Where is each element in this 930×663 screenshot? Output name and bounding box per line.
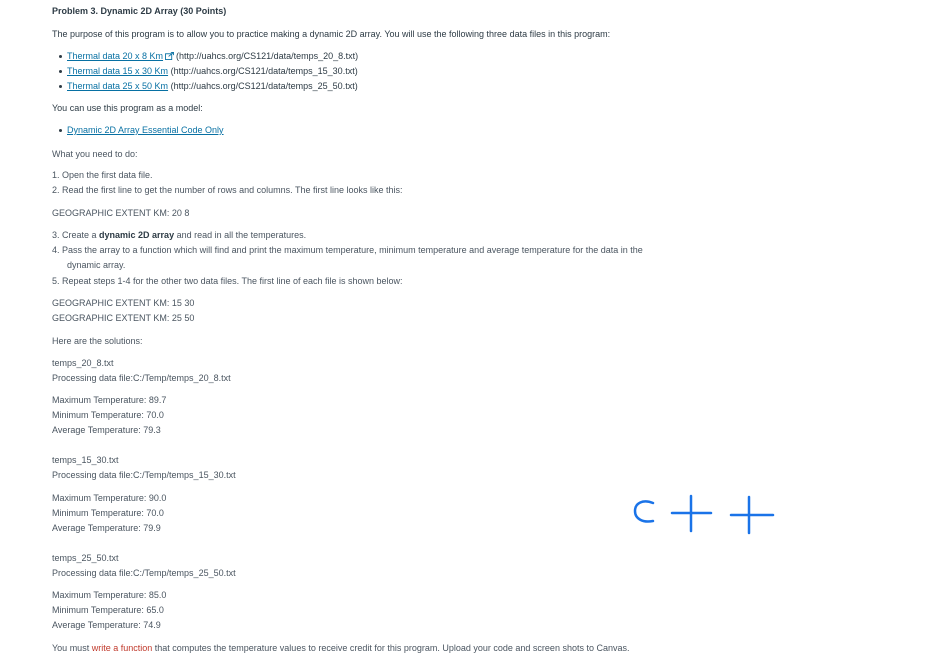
file-url: (http://uahcs.org/CS121/data/temps_25_50.txt) — [170, 81, 358, 91]
solution-avg: Average Temperature: 79.9 — [52, 523, 161, 533]
problem-title: Problem 3. Dynamic 2D Array (30 Points) — [52, 6, 227, 16]
bullet — [59, 129, 62, 132]
step-1: 1. Open the first data file. — [52, 170, 153, 180]
step-3-post: and read in all the temperatures. — [174, 230, 307, 240]
step-3 — [52, 230, 306, 241]
footer-pre: You must — [52, 643, 92, 653]
extent-line-3: GEOGRAPHIC EXTENT KM: 25 50 — [52, 313, 195, 323]
solution-processing: Processing data file:C:/Temp/temps_25_50.txt — [52, 568, 236, 578]
solution-processing: Processing data file:C:/Temp/temps_15_30.txt — [52, 470, 236, 480]
file-link-15x30[interactable]: Thermal data 15 x 30 Km — [67, 66, 169, 76]
solution-max: Maximum Temperature: 89.7 — [52, 395, 167, 405]
solution-min: Minimum Temperature: 70.0 — [52, 508, 164, 518]
step-3-bold: dynamic 2D array — [99, 230, 175, 240]
footer-post: that computes the temperature values to receive credit for this program. Upload your code and screen shots to Canvas. — [152, 643, 630, 653]
solution-max: Maximum Temperature: 90.0 — [52, 493, 167, 503]
solution-max: Maximum Temperature: 85.0 — [52, 590, 167, 600]
bullet — [59, 55, 62, 58]
file-url: (http://uahcs.org/CS121/data/temps_15_30.txt) — [170, 66, 358, 76]
solution-avg: Average Temperature: 74.9 — [52, 620, 161, 630]
solution-file: temps_15_30.txt — [52, 455, 119, 465]
solution-avg: Average Temperature: 79.3 — [52, 425, 161, 435]
file-link-25x50[interactable]: Thermal data 25 x 50 Km — [67, 81, 169, 91]
todo-heading: What you need to do: — [52, 149, 138, 159]
step-4-line-2: dynamic array. — [67, 260, 126, 270]
solution-file: temps_20_8.txt — [52, 358, 114, 368]
bullet — [59, 70, 62, 73]
step-4-line-1: 4. Pass the array to a function which will find and print the maximum temperature, minimum temperature and average temperature for the data in the — [52, 245, 643, 255]
footer-emphasis: write a function — [91, 643, 153, 653]
solution-min: Minimum Temperature: 65.0 — [52, 605, 164, 615]
model-code-link[interactable]: Dynamic 2D Array Essential Code Only — [67, 125, 224, 135]
external-link-icon — [165, 52, 174, 60]
step-3-pre: 3. Create a — [52, 230, 100, 240]
solution-min: Minimum Temperature: 70.0 — [52, 410, 164, 420]
solution-processing: Processing data file:C:/Temp/temps_20_8.txt — [52, 373, 231, 383]
file-url: (http://uahcs.org/CS121/data/temps_20_8.txt) — [176, 51, 359, 61]
step-2: 2. Read the first line to get the number of rows and columns. The first line looks like this: — [52, 185, 403, 195]
bullet — [59, 85, 62, 88]
solutions-heading: Here are the solutions: — [52, 336, 143, 346]
file-link-20x8[interactable]: Thermal data 20 x 8 Km — [67, 51, 164, 61]
handwritten-cpp-annotation — [633, 493, 783, 538]
solution-file: temps_25_50.txt — [52, 553, 119, 563]
extent-line-2: GEOGRAPHIC EXTENT KM: 15 30 — [52, 298, 195, 308]
intro-text: The purpose of this program is to allow you to practice making a dynamic 2D array. You will use the following three data files in this program: — [52, 29, 611, 39]
step-5: 5. Repeat steps 1-4 for the other two data files. The first line of each file is shown below: — [52, 276, 403, 286]
footer-note — [52, 643, 629, 654]
model-intro: You can use this program as a model: — [52, 103, 203, 113]
extent-line-1: GEOGRAPHIC EXTENT KM: 20 8 — [52, 208, 190, 218]
